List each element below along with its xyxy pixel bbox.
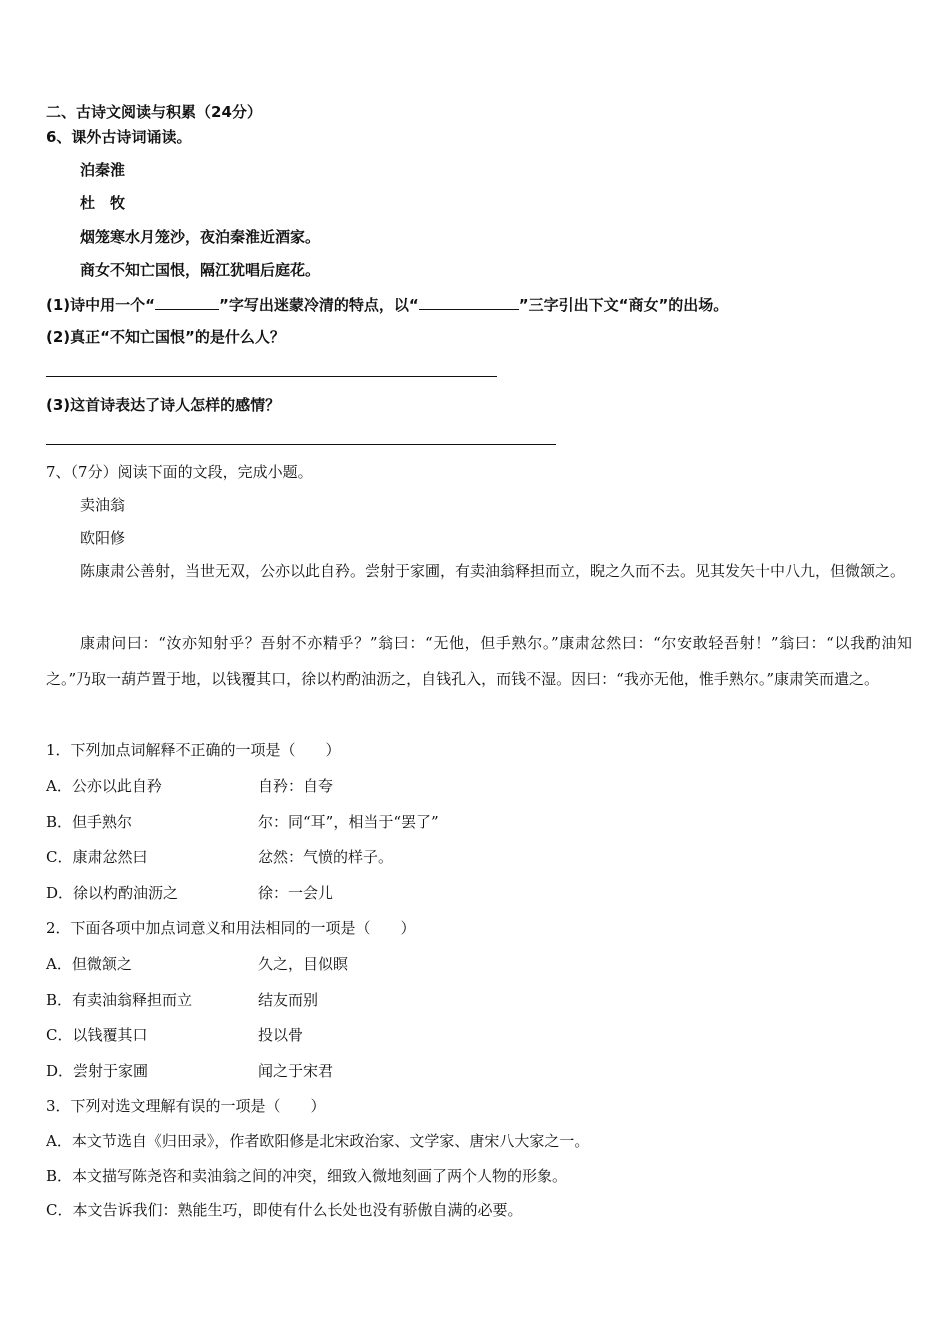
- q7-1-option-c-explanation: 忿然：气愤的样子。: [258, 848, 394, 866]
- q6-sub1-part-c: ”三字引出下文“商女”的出场。: [518, 296, 729, 314]
- poem-author: 杜 牧: [80, 194, 126, 212]
- q7-2-option-a[interactable]: A．但微颔之: [46, 955, 132, 973]
- poem-title: 泊秦淮: [80, 161, 126, 179]
- q7-1-option-b-explanation: 尔：同“耳”，相当于“罢了”: [258, 813, 439, 831]
- poem-line-1: 烟笼寒水月笼沙，夜泊秦淮近酒家。: [80, 228, 321, 246]
- q6-sub1: [46, 294, 728, 315]
- q7-2-option-a-explanation: 久之，目似瞑: [258, 955, 349, 973]
- passage-paragraph-1: 陈康肃公善射，当世无双，公亦以此自矜。尝射于家圃，有卖油翁释担而立，睨之久而不去。见其发矢十中八九，但微颔之。: [80, 562, 906, 580]
- q7-3-option-a[interactable]: A．本文节选自《归田录》，作者欧阳修是北宋政治家、文学家、唐宋八大家之一。: [46, 1132, 590, 1150]
- poem-line-2: 商女不知亡国恨，隔江犹唱后庭花。: [80, 261, 321, 279]
- q7-2-option-d[interactable]: D．尝射于家圃: [46, 1062, 149, 1080]
- text-title: 卖油翁: [80, 496, 126, 514]
- q7-1-stem: 1．下列加点词解释不正确的一项是（ ）: [46, 741, 341, 759]
- q7-1-option-a[interactable]: A．公亦以此自矜: [46, 777, 162, 795]
- q7-2-option-d-explanation: 闻之于宋君: [258, 1062, 334, 1080]
- q6-sub2: (2)真正“不知亡国恨”的是什么人？: [46, 328, 285, 346]
- text-author: 欧阳修: [80, 529, 126, 547]
- q6-sub1-part-b: ”字写出迷蒙冷清的特点，以“: [219, 296, 419, 314]
- section-title: 二、古诗文阅读与积累（24分）: [46, 103, 262, 121]
- question-7-heading: 7、（7分）阅读下面的文段，完成小题。: [46, 463, 313, 481]
- q7-1-option-a-explanation: 自矜：自夸: [258, 777, 334, 795]
- q7-1-option-c[interactable]: C．康肃忿然曰: [46, 848, 148, 866]
- q7-3-option-b[interactable]: B．本文描写陈尧咨和卖油翁之间的冲突，细致入微地刻画了两个人物的形象。: [46, 1167, 568, 1185]
- q7-2-option-b[interactable]: B．有卖油翁释担而立: [46, 991, 193, 1009]
- q7-3-stem: 3．下列对选文理解有误的一项是（ ）: [46, 1097, 326, 1115]
- q6-sub1-part-a: (1)诗中用一个“: [46, 296, 156, 314]
- answer-blank-2[interactable]: [419, 294, 519, 310]
- q7-2-option-c-explanation: 投以骨: [258, 1026, 304, 1044]
- q7-1-option-b[interactable]: B．但手熟尔: [46, 813, 133, 831]
- answer-line-sub3[interactable]: [46, 444, 556, 445]
- answer-line-sub2[interactable]: [46, 376, 497, 377]
- q7-1-option-d-explanation: 徐：一会儿: [258, 884, 334, 902]
- q7-3-option-c[interactable]: C．本文告诉我们：熟能生巧，即使有什么长处也没有骄傲自满的必要。: [46, 1201, 523, 1219]
- answer-blank-1[interactable]: [155, 294, 219, 310]
- q6-sub3: (3)这首诗表达了诗人怎样的感情？: [46, 396, 281, 414]
- q7-2-option-b-explanation: 结友而别: [258, 991, 319, 1009]
- q7-2-stem: 2．下面各项中加点词意义和用法相同的一项是（ ）: [46, 919, 416, 937]
- passage-paragraph-2: 康肃问曰：“汝亦知射乎？吾射不亦精乎？”翁曰：“无他，但手熟尔。”康肃忿然曰：“尔安敢轻吾射！”翁曰：“以我酌油知之。”乃取一葫芦置于地，以钱覆其口，徐以杓酌油沥之，自钱孔入，而钱不湿。因曰：“我亦无他，惟手熟尔。”康肃笑而遣之。: [46, 634, 912, 688]
- question-6-heading: 6、课外古诗词诵读。: [46, 128, 192, 146]
- q7-1-option-d[interactable]: D．徐以杓酌油沥之: [46, 884, 179, 902]
- q7-2-option-c[interactable]: C．以钱覆其口: [46, 1026, 148, 1044]
